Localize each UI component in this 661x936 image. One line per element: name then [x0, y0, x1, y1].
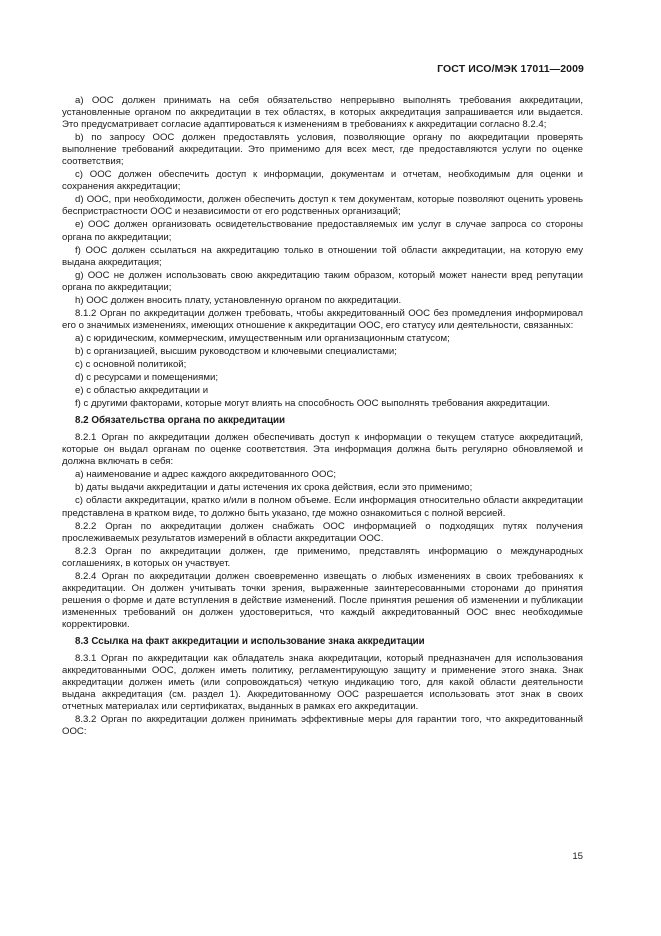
list-item: b) даты выдачи аккредитации и даты истечения их срока действия, если это применимо;	[75, 482, 473, 494]
list-item: b) с организацией, высшим руководством и ключевыми специалистами;	[75, 345, 397, 357]
list-item: d) ООС, при необходимости, должен обеспечить доступ к тем документам, которые позволяют оценить уровень беспристрастности ООС и независимости от его родственных организаций;	[62, 194, 583, 218]
list-item: g) ООС не должен использовать свою аккредитацию таким образом, который может нанести вред репутации органа по аккредитации;	[62, 269, 583, 293]
list-item: h) ООС должен вносить плату, установленную органом по аккредитации.	[75, 294, 402, 306]
document-body	[62, 95, 583, 739]
section-heading-8-3: 8.3 Ссылка на факт аккредитации и использование знака аккредитации	[75, 635, 425, 647]
list-item: d) с ресурсами и помещениями;	[75, 372, 218, 384]
clause-8-1-2: 8.1.2 Орган по аккредитации должен требовать, чтобы аккредитованный ООС без промедления информировал его о значимых изменениях, имеющих отношение к аккредитации ООС, его статусу или деятельности, связанных:	[62, 307, 583, 331]
list-item: a) с юридическим, коммерческим, имущественным или организационным статусом;	[75, 332, 450, 344]
list-item: c) области аккредитации, кратко и/или в полном объеме. Если информация относительно области аккредитации представлена в кратком виде, то должно быть указано, где можно ознакомиться с полной версией.	[62, 495, 583, 519]
section-heading-8-2: 8.2 Обязательства органа по аккредитации	[75, 415, 286, 427]
list-item: f) с другими факторами, которые могут влиять на способность ООС выполнять требования аккредитации.	[75, 398, 550, 410]
list-item: c) ООС должен обеспечить доступ к информации, документам и отчетам, необходимым для оценки и сохранения аккредитации;	[62, 169, 583, 193]
list-item: a) наименование и адрес каждого аккредитованного ООС;	[75, 469, 337, 481]
clause-8-2-3: 8.2.3 Орган по аккредитации должен, где применимо, представлять информацию о международных соглашениях, в которых он участвует.	[62, 545, 583, 569]
page-number: 15	[572, 851, 583, 862]
document-header: ГОСТ ИСО/МЭК 17011—2009	[437, 63, 584, 75]
clause-8-2-4: 8.2.4 Орган по аккредитации должен своевременно извещать о любых изменениях в своих требованиях к аккредитации. Он должен учитывать точки зрения, выраженные заинтересованными сторонами до принятия решения о форме и дате вступления в действие изменений. После принятия решения об изменении и публикации измененных требований он должен удостовериться, что каждый аккредитованный ООС внес необходимые корректировки.	[62, 570, 583, 630]
list-item: b) по запросу ООС должен предоставлять условия, позволяющие органу по аккредитации проверять выполнение требований аккредитации. Это применимо для всех мест, где предоставляются услуги по оценке соответствия;	[62, 132, 583, 168]
list-item: c) с основной политикой;	[75, 358, 187, 370]
clause-8-3-1: 8.3.1 Орган по аккредитации как обладатель знака аккредитации, который предназначен для использования аккредитованными ООС, должен иметь политику, регламентирующую защиту и применение этого знака. Знак аккредитации должен иметь (или сопровождаться) четкую индикацию того, для какой области деятельности выдана аккредитация (см. раздел 1). Аккредитованному ООС разрешается использовать этот знак в своих отчетных материалах или сертификатах, выданных в рамках его аккредитации.	[62, 653, 583, 713]
clause-8-2-2: 8.2.2 Орган по аккредитации должен снабжать ООС информацией о подходящих путях получения прослеживаемых результатов измерений в области аккредитации ООС.	[62, 520, 583, 544]
list-item: e) ООС должен организовать освидетельствование предоставляемых им услуг в случае запроса со стороны органа по аккредитации;	[62, 219, 583, 243]
list-item: a) ООС должен принимать на себя обязательство непрерывно выполнять требования аккредитации, установленные органом по аккредитации в тех областях, в которых аккредитация запрашивается или выдается. Это предусматривает согласие адаптироваться к изменениям в требованиях к аккредитации согласно 8.2.4;	[62, 95, 583, 131]
list-item: e) с областью аккредитации и	[75, 385, 209, 397]
clause-8-3-2: 8.3.2 Орган по аккредитации должен принимать эффективные меры для гарантии того, что аккредитованный ООС:	[62, 714, 583, 738]
list-item: f) ООС должен ссылаться на аккредитацию только в отношении той области аккредитации, на которую ему выдана аккредитация;	[62, 244, 583, 268]
clause-8-2-1: 8.2.1 Орган по аккредитации должен обеспечивать доступ к информации о текущем статусе аккредитаций, которые он выдал органам по оценке соответствия. Эта информация должна быть регулярно обновляемой и должна включать в себя:	[62, 432, 583, 468]
